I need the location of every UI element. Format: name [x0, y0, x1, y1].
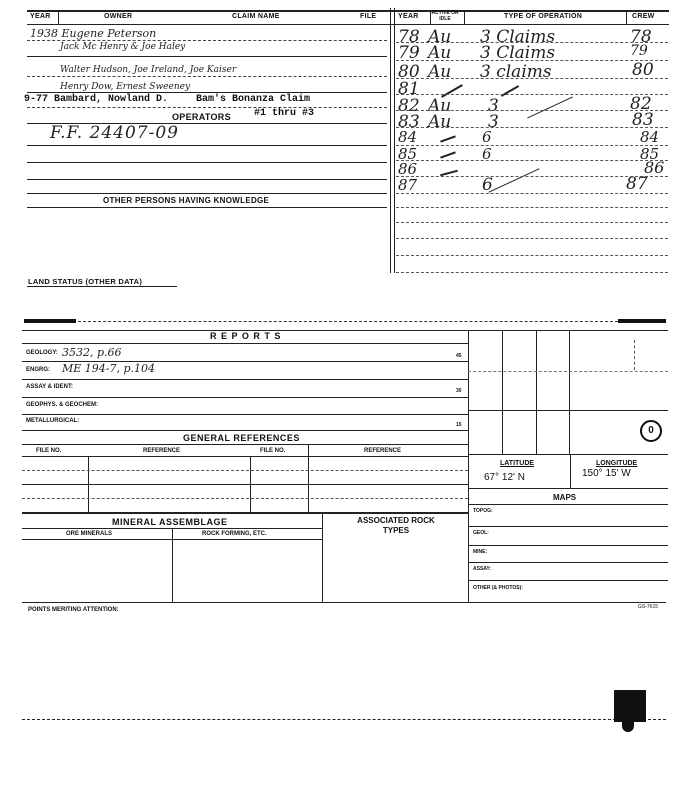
form-code: GS-7615	[638, 604, 659, 610]
ore-minerals-header: ORE MINERALS	[66, 531, 113, 537]
assay-map-label: ASSAY:	[473, 566, 492, 572]
hdr-year: YEAR	[30, 13, 51, 20]
engrg-label: ENGRG:	[26, 367, 50, 373]
assay-label: ASSAY & IDENT:	[26, 384, 74, 390]
op-type: 6	[482, 145, 492, 163]
op-status: Au	[428, 43, 452, 63]
mineral-title: MINERAL ASSEMBLAGE	[112, 517, 228, 527]
file-no-header-2: FILE NO.	[260, 448, 286, 454]
hdr-file: FILE	[360, 13, 377, 20]
hdr-year2: YEAR	[398, 13, 419, 20]
op-year: 85	[398, 145, 418, 163]
engrg-value: ME 194-7, p.104	[62, 362, 156, 375]
maps-title: MAPS	[553, 493, 577, 502]
associated-rock-types: ASSOCIATED ROCK TYPES	[357, 516, 435, 535]
op-crew: 80	[632, 60, 654, 80]
topog-label: TOPOG:	[473, 508, 493, 514]
separator-bar-right	[618, 319, 666, 323]
owner-row-2: Jack Mc Henry & Joe Haley	[60, 42, 186, 52]
other-photos-label: OTHER (& PHOTOS):	[473, 585, 523, 591]
rock-forming-header: ROCK FORMING, ETC.	[202, 531, 267, 537]
op-crew: 79	[630, 43, 648, 59]
op-status: Au	[428, 27, 452, 47]
metallurgical-label: METALLURGICAL:	[26, 418, 80, 424]
mine-label: MINE:	[473, 549, 488, 555]
dash-mark	[501, 85, 519, 97]
dash-mark	[440, 135, 456, 142]
other-persons-label: OTHER PERSONS HAVING KNOWLEDGE	[103, 196, 270, 205]
op-crew: 86	[644, 158, 665, 177]
points-label: POINTS MERITING ATTENTION:	[28, 607, 119, 613]
file-no-header: FILE NO.	[36, 448, 62, 454]
latitude-value: 67° 12' N	[484, 472, 525, 483]
op-year: 78	[398, 27, 420, 47]
op-type: 3	[488, 112, 499, 132]
file-reference: F.F. 24407-09	[50, 123, 179, 143]
owner-row-1: 1938 Eugene Peterson	[30, 27, 157, 40]
scale-30: 30	[456, 388, 462, 394]
longitude-label: LONGITUDE	[596, 460, 638, 467]
owner-row-4: Henry Dow, Ernest Sweeney	[60, 82, 191, 92]
hdr-claim-name: CLAIM NAME	[232, 13, 280, 20]
geology-value: 3532, p.66	[62, 346, 122, 359]
op-type: 3 claims	[480, 62, 552, 82]
scale-15: 15	[456, 422, 462, 428]
op-year: 86	[398, 160, 418, 178]
op-crew: 78	[630, 27, 652, 47]
op-type: 3 Claims	[480, 27, 556, 47]
hdr-type-operation: TYPE OF OPERATION	[504, 13, 583, 20]
operators-value: #1 thru #3	[254, 108, 315, 119]
op-year: 79	[398, 43, 420, 63]
black-block-tail	[622, 722, 634, 732]
land-status-label: LAND STATUS (OTHER DATA)	[28, 277, 143, 286]
op-crew: 83	[632, 110, 654, 130]
hdr-active-idle: ACTIVE OR IDLE	[431, 10, 459, 22]
geology-label: GEOLOGY:	[26, 350, 58, 356]
op-status: Au	[428, 62, 452, 82]
op-type: 6	[482, 175, 493, 195]
owner-row-3: Walter Hudson, Joe Ireland, Joe Kaiser	[60, 65, 237, 75]
scale-45: 45	[456, 353, 462, 359]
dash-mark	[440, 151, 456, 158]
op-year: 83	[398, 112, 420, 132]
general-refs-title: GENERAL REFERENCES	[183, 433, 300, 443]
hdr-owner: OWNER	[104, 13, 133, 20]
black-block	[614, 690, 646, 722]
separator-bar-left	[24, 319, 76, 323]
reports-title: R E P O R T S	[210, 331, 282, 341]
latitude-label: LATITUDE	[500, 460, 535, 467]
op-type: 6	[482, 128, 492, 146]
op-status: Au	[428, 96, 452, 116]
op-year: 80	[398, 62, 420, 82]
longitude-value: 150° 15' W	[582, 468, 631, 479]
circle-mark: 0	[640, 420, 662, 442]
claim-name: Bam's Bonanza Claim	[196, 94, 311, 105]
op-year: 82	[398, 96, 420, 116]
slash-mark	[488, 168, 539, 193]
geol-label: GEOL:	[473, 530, 489, 536]
op-crew: 87	[626, 174, 648, 194]
op-crew: 82	[630, 94, 652, 114]
op-type: 3 Claims	[480, 43, 556, 63]
claim-owner: Bambard, Nowland D.	[54, 94, 169, 105]
geophys-label: GEOPHYS. & GEOCHEM:	[26, 402, 99, 408]
op-year: 84	[398, 128, 418, 146]
op-crew: 85	[640, 145, 660, 163]
reference-header: REFERENCE	[143, 448, 181, 454]
hdr-crew: CREW	[632, 13, 655, 20]
op-year: 87	[398, 176, 418, 194]
op-status: Au	[428, 112, 452, 132]
slash-mark	[527, 96, 573, 118]
op-year: 81	[398, 79, 420, 99]
reference-header-2: REFERENCE	[364, 448, 402, 454]
op-type: 3	[488, 96, 499, 116]
claim-year: 9-77	[24, 94, 49, 105]
operators-label: OPERATORS	[172, 112, 231, 122]
op-crew: 84	[640, 128, 660, 146]
